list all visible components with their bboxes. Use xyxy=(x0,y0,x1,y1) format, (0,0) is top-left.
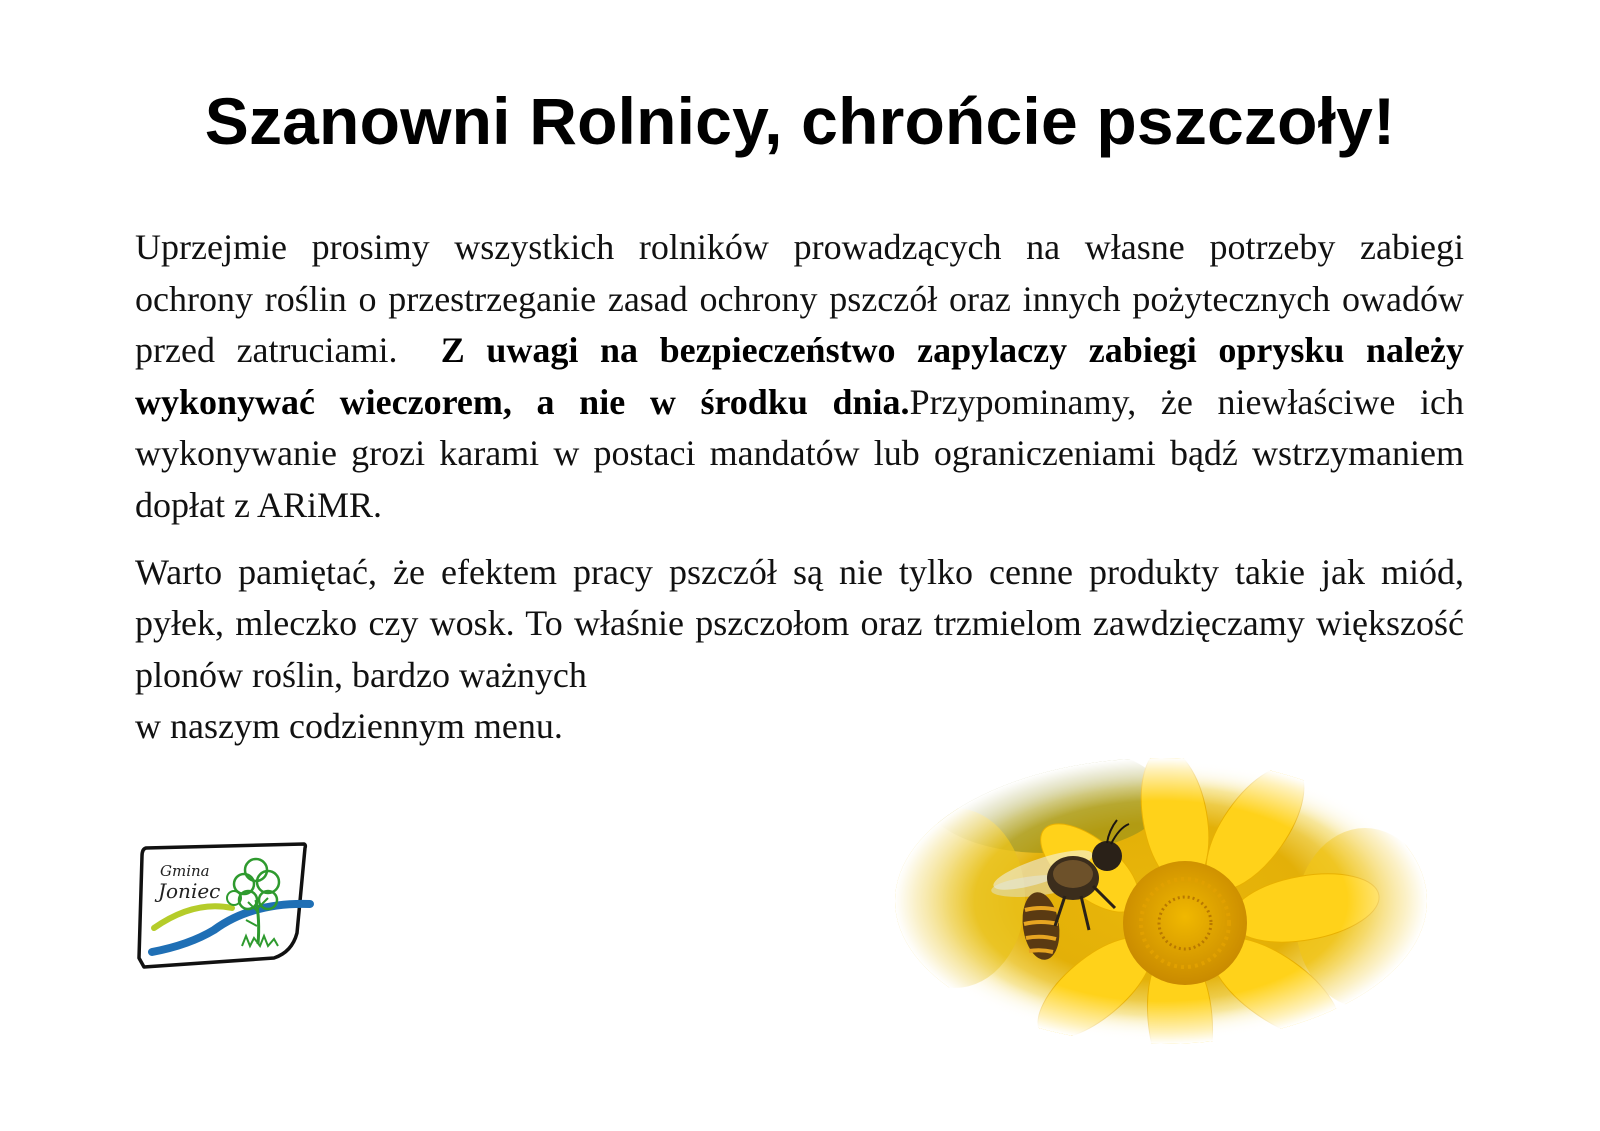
benefits-text: Warto pamiętać, że efektem pracy pszczół są nie tylko cenne produkty takie jak miód, pyłek, mleczko czy wosk. To właśnie pszczołom oraz trzmielom zawdzięczamy większość plonów roślin, bardzo ważnych xyxy=(135,551,1464,695)
penalty-text: Przypominamy, że niewłaściwe ich wykonywanie grozi karami w postaci mandatów lub ograniczeniami bądź wstrzymaniem dopłat z ARiMR. xyxy=(135,381,1464,525)
page-title: Szanowni Rolnicy, chrońcie pszczoły! xyxy=(204,84,1396,158)
request-text: Uprzejmie prosimy wszystkich rolników prowadzących na własne potrzeby zabiegi ochrony roślin o przestrzeganie zasad ochrony pszczół oraz innych pożytecznych owadów przed zatruciami. xyxy=(135,227,1464,371)
bee-on-yellow-flower-image-icon xyxy=(895,758,1427,1044)
paragraph-request xyxy=(135,222,1464,532)
gmina-joniec-logo xyxy=(134,840,316,988)
benefits-text-end: w naszym codziennym menu. xyxy=(135,706,563,747)
logo-text-gmina: Gmina xyxy=(160,862,210,880)
tree-hills-river-logo-icon xyxy=(134,840,316,988)
bee-on-flower-photo xyxy=(895,758,1427,1044)
announcement-body xyxy=(135,222,1464,753)
paragraph-benefits xyxy=(135,547,1464,753)
bold-warning: Z uwagi na bezpieczeństwo zapylaczy zabiegi oprysku należy wykonywać wieczorem, a nie w środku dnia. xyxy=(135,330,1465,422)
logo-text-joniec: Joniec xyxy=(158,879,221,903)
